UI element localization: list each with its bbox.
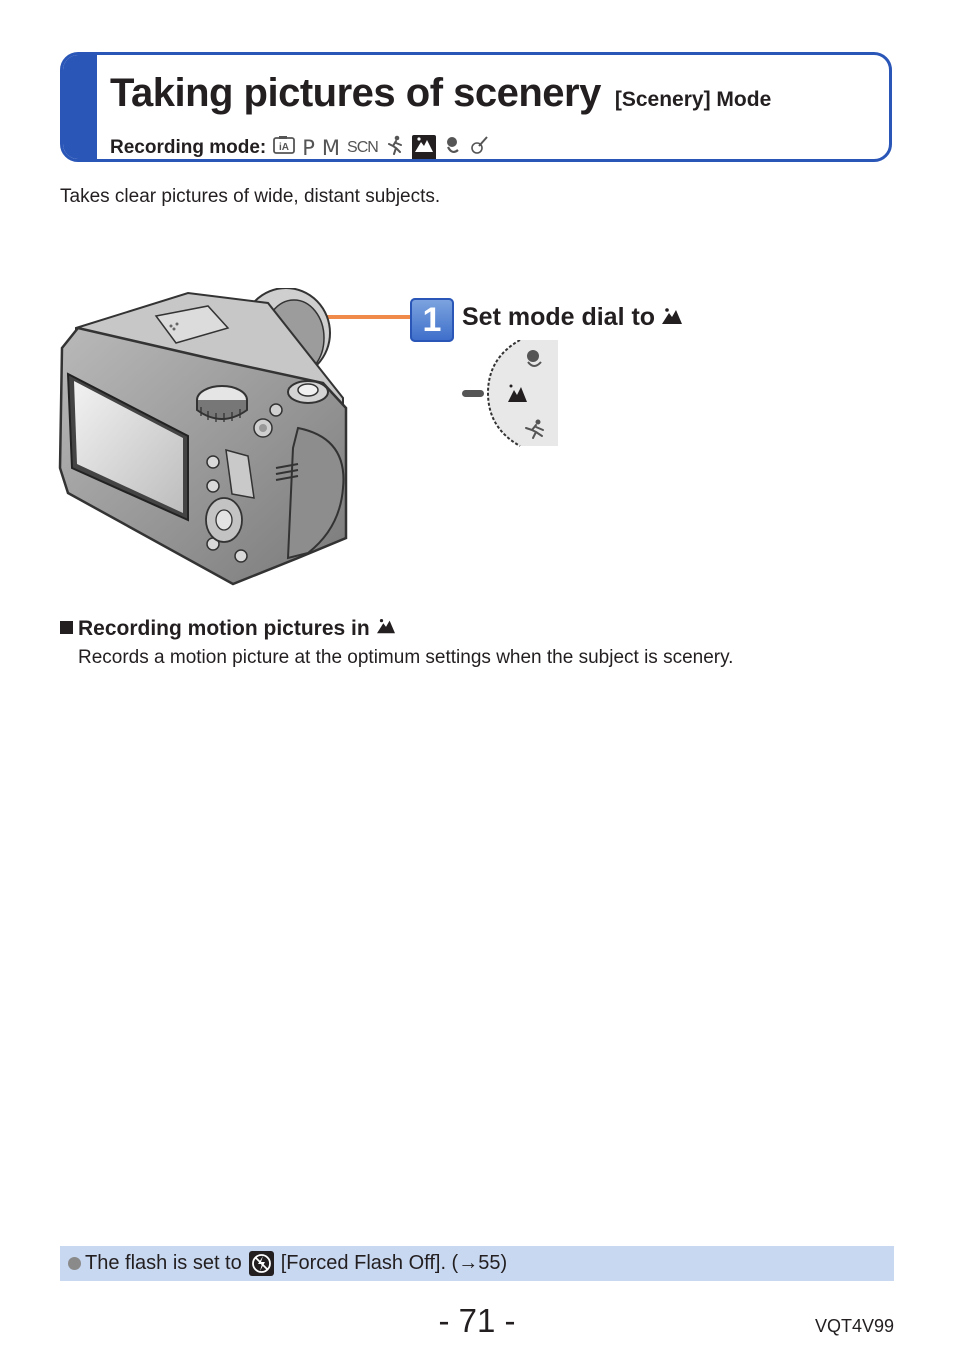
note-bullet xyxy=(68,1257,81,1270)
svg-text:iA: iA xyxy=(279,142,290,153)
program-mode-icon: P xyxy=(302,136,315,160)
step-number-badge: 1 xyxy=(410,298,454,342)
step-instruction-text: Set mode dial to xyxy=(462,303,656,331)
scenery-icon xyxy=(661,304,683,333)
section-heading-text: Recording motion pictures in xyxy=(78,617,370,640)
note-prefix-text: The flash is set to xyxy=(85,1252,242,1274)
note-suffix-text: [Forced Flash Off]. (→55) xyxy=(280,1252,508,1274)
dial-indicator-mark xyxy=(462,390,484,397)
mode-dial-closeup xyxy=(460,340,570,450)
camera-illustration xyxy=(58,288,350,588)
scene-mode-icon: SCN xyxy=(347,139,378,156)
manual-mode-icon: M xyxy=(321,136,341,160)
section-bullet-square xyxy=(60,621,73,634)
page-subtitle: [Scenery] Mode xyxy=(614,88,772,111)
section-body-text: Records a motion picture at the optimum settings when the subject is scenery. xyxy=(78,647,734,668)
note-bar xyxy=(60,1246,894,1281)
step-instruction xyxy=(462,303,683,333)
section-heading xyxy=(60,617,396,641)
recording-mode-label: Recording mode: xyxy=(110,137,267,158)
page-title-text: Taking pictures of scenery xyxy=(110,71,601,115)
page-number: - 71 - xyxy=(438,1302,516,1339)
intro-text: Takes clear pictures of wide, distant subjects. xyxy=(60,186,441,207)
flash-off-icon xyxy=(249,1251,274,1276)
scenery-icon xyxy=(376,617,396,641)
document-code: VQT4V99 xyxy=(814,1316,894,1336)
